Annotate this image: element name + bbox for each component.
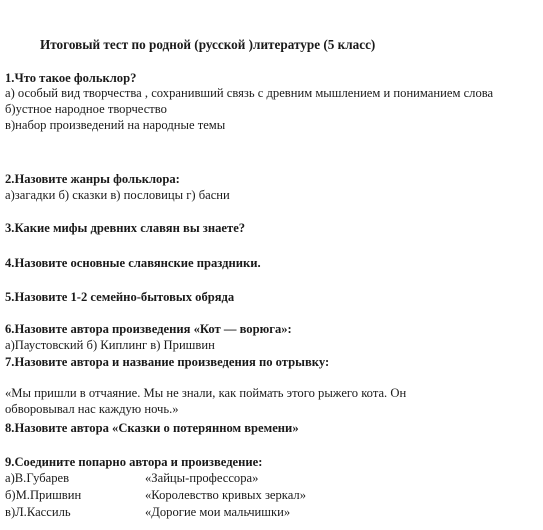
- pair-work: «Королевство кривых зеркал»: [145, 488, 307, 502]
- pair-row: [5, 504, 525, 521]
- question-2-options: а)загадки б) сказки в) пословицы г) басни: [5, 188, 230, 202]
- question-5-text: 5.Назовите 1-2 семейно-бытовых обряда: [5, 290, 235, 304]
- question-7-quote-line-1: «Мы пришли в отчаяние. Мы не знали, как поймать этого рыжего кота. Он: [5, 386, 407, 400]
- question-7-quote-line-2: обворовывал нас каждую ночь.»: [5, 402, 179, 416]
- question-3-text: 3.Какие мифы древних славян вы знаете?: [5, 221, 246, 235]
- question-7-text: 7.Назовите автора и название произведения по отрывку:: [5, 355, 330, 369]
- question-4-text: 4.Назовите основные славянские праздники.: [5, 256, 261, 270]
- pair-row: [5, 470, 525, 487]
- question-6-text: 6.Назовите автора произведения «Кот — ворюга»:: [5, 322, 292, 336]
- question-3: [5, 221, 537, 235]
- question-1-option-a: а) особый вид творчества , сохранивший связь с древним мышлением и пониманием слова: [5, 86, 494, 100]
- question-8-text: 8.Назовите автора «Сказки о потерянном времени»: [5, 421, 299, 435]
- pair-author: б)М.Пришвин: [5, 488, 82, 502]
- question-6: [5, 322, 537, 352]
- question-4: [5, 256, 537, 270]
- pair-row: [5, 487, 525, 504]
- question-5: [5, 290, 537, 304]
- pair-work: «Зайцы-профессора»: [145, 471, 259, 485]
- question-1-option-c: в)набор произведений на народные темы: [5, 118, 226, 132]
- question-2: [5, 172, 537, 202]
- pair-author: а)В.Губарев: [5, 471, 70, 485]
- question-9: [5, 455, 537, 469]
- pair-author: в)Л.Кассиль: [5, 505, 71, 519]
- page-title: Итоговый тест по родной (русской )литературе (5 класс): [40, 37, 376, 52]
- question-1-option-b: б)устное народное творчество: [5, 102, 167, 116]
- question-9-pairs: [5, 470, 525, 521]
- question-8: [5, 421, 537, 435]
- question-6-options: а)Паустовский б) Киплинг в) Пришвин: [5, 338, 215, 352]
- question-9-text: 9.Соедините попарно автора и произведение:: [5, 455, 263, 469]
- pair-work: «Дорогие мои мальчишки»: [145, 505, 291, 519]
- question-7: [5, 355, 537, 416]
- question-1: [5, 71, 537, 132]
- question-1-text: 1.Что такое фольклор?: [5, 71, 137, 85]
- question-2-text: 2.Назовите жанры фольклора:: [5, 172, 180, 186]
